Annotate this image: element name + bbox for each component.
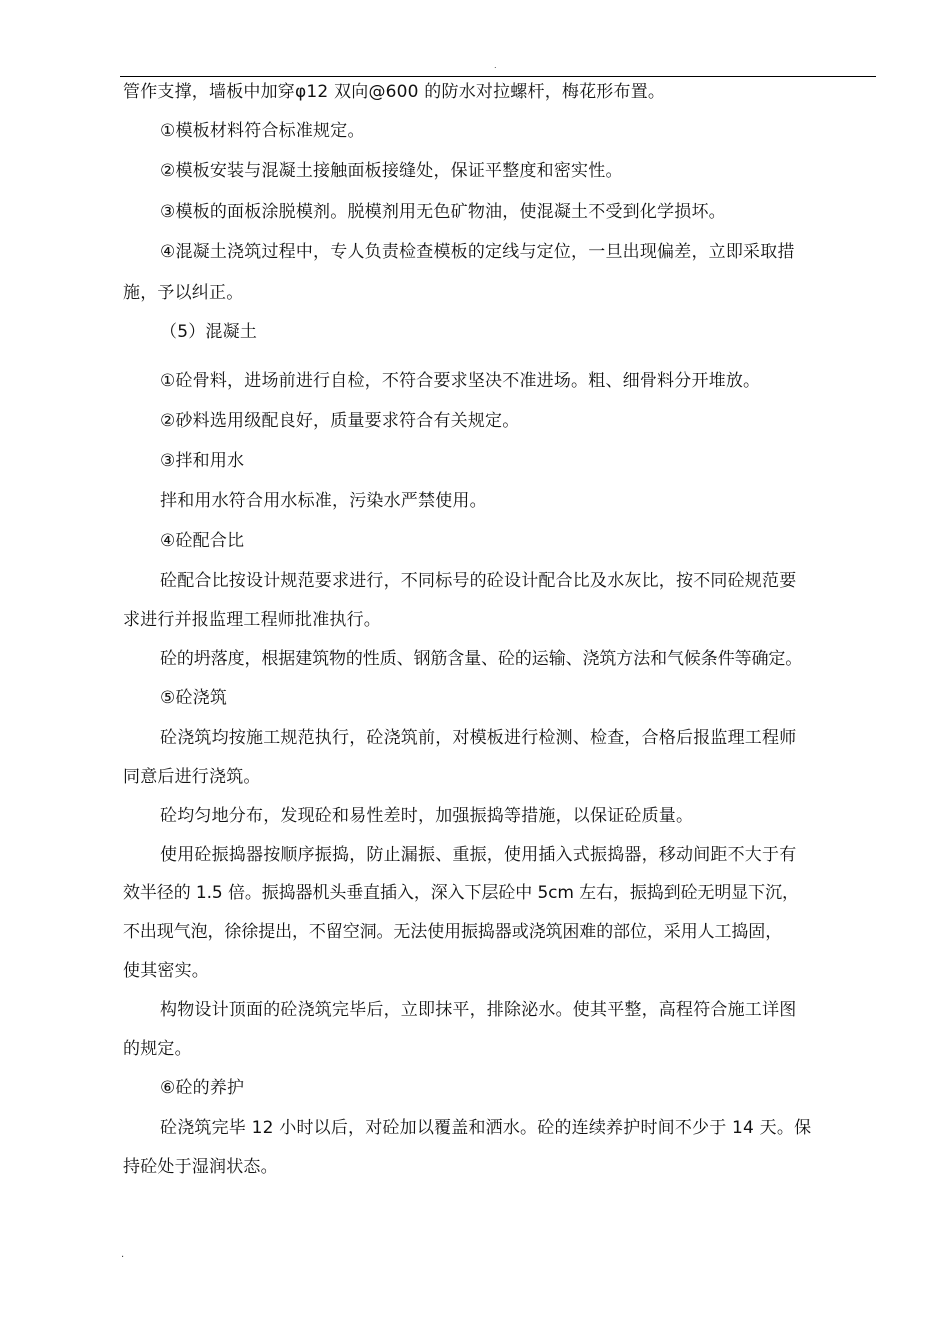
text-line: ②模板安装与混凝土接触面板接缝处，保证平整度和密实性。 xyxy=(160,161,623,181)
text-line: 不出现气泡，徐徐提出，不留空洞。无法使用振捣器或浇筑困难的部位，采用人工捣固， xyxy=(123,922,783,942)
text-line: 砼的坍落度，根据建筑物的性质、钢筋含量、砼的运输、浇筑方法和气候条件等确定。 xyxy=(160,649,803,669)
subheading: ④砼配合比 xyxy=(160,531,245,551)
text-line: 砼配合比按设计规范要求进行，不同标号的砼设计配合比及水灰比，按不同砼规范要 xyxy=(160,571,797,591)
subheading: ⑤砼浇筑 xyxy=(160,688,228,708)
footer-dot: . xyxy=(121,1249,125,1260)
subheading: ⑥砼的养护 xyxy=(160,1078,245,1098)
text-line: ④混凝土浇筑过程中，专人负责检查模板的定线与定位，一旦出现偏差，立即采取措 xyxy=(160,242,795,262)
text-line: 使用砼振捣器按顺序振捣，防止漏振、重振，使用插入式振捣器，移动间距不大于有 xyxy=(160,845,797,865)
text-line: ①模板材料符合标准规定。 xyxy=(160,121,365,141)
text-line: ②砂料选用级配良好，质量要求符合有关规定。 xyxy=(160,411,520,431)
text-line: ①砼骨料，进场前进行自检，不符合要求坚决不准进场。粗、细骨料分开堆放。 xyxy=(160,371,761,391)
text-line: 的规定。 xyxy=(123,1039,192,1059)
text-line: 使其密实。 xyxy=(123,961,209,981)
text-line: 效半径的 1.5 倍。振捣器机头垂直插入，深入下层砼中 5cm 左右，振捣到砼无明显下沉， xyxy=(123,883,799,903)
header-rule xyxy=(120,76,876,77)
header-dot: . xyxy=(494,61,497,70)
text-line: 构物设计顶面的砼浇筑完毕后，立即抹平，排除泌水。使其平整，高程符合施工详图 xyxy=(160,1000,797,1020)
text-line: 管作支撑，墙板中加穿φ12 双向@600 的防水对拉螺杆，梅花形布置。 xyxy=(123,82,666,102)
text-line: 持砼处于湿润状态。 xyxy=(123,1157,278,1177)
subheading: ③拌和用水 xyxy=(160,451,245,471)
text-line: 砼均匀地分布，发现砼和易性差时，加强振捣等措施，以保证砼质量。 xyxy=(160,806,694,826)
text-line: 砼浇筑均按施工规范执行，砼浇筑前，对模板进行检测、检查，合格后报监理工程师 xyxy=(160,728,797,748)
text-line: 施，予以纠正。 xyxy=(123,283,244,303)
text-line: ③模板的面板涂脱模剂。脱模剂用无色矿物油，使混凝土不受到化学损坏。 xyxy=(160,202,726,222)
section-heading: （5）混凝土 xyxy=(160,322,258,342)
text-line: 砼浇筑完毕 12 小时以后，对砼加以覆盖和洒水。砼的连续养护时间不少于 14 天。保 xyxy=(160,1118,812,1138)
text-line: 拌和用水符合用水标准，污染水严禁使用。 xyxy=(160,491,487,511)
text-line: 同意后进行浇筑。 xyxy=(123,767,261,787)
text-line: 求进行并报监理工程师批准执行。 xyxy=(123,610,381,630)
